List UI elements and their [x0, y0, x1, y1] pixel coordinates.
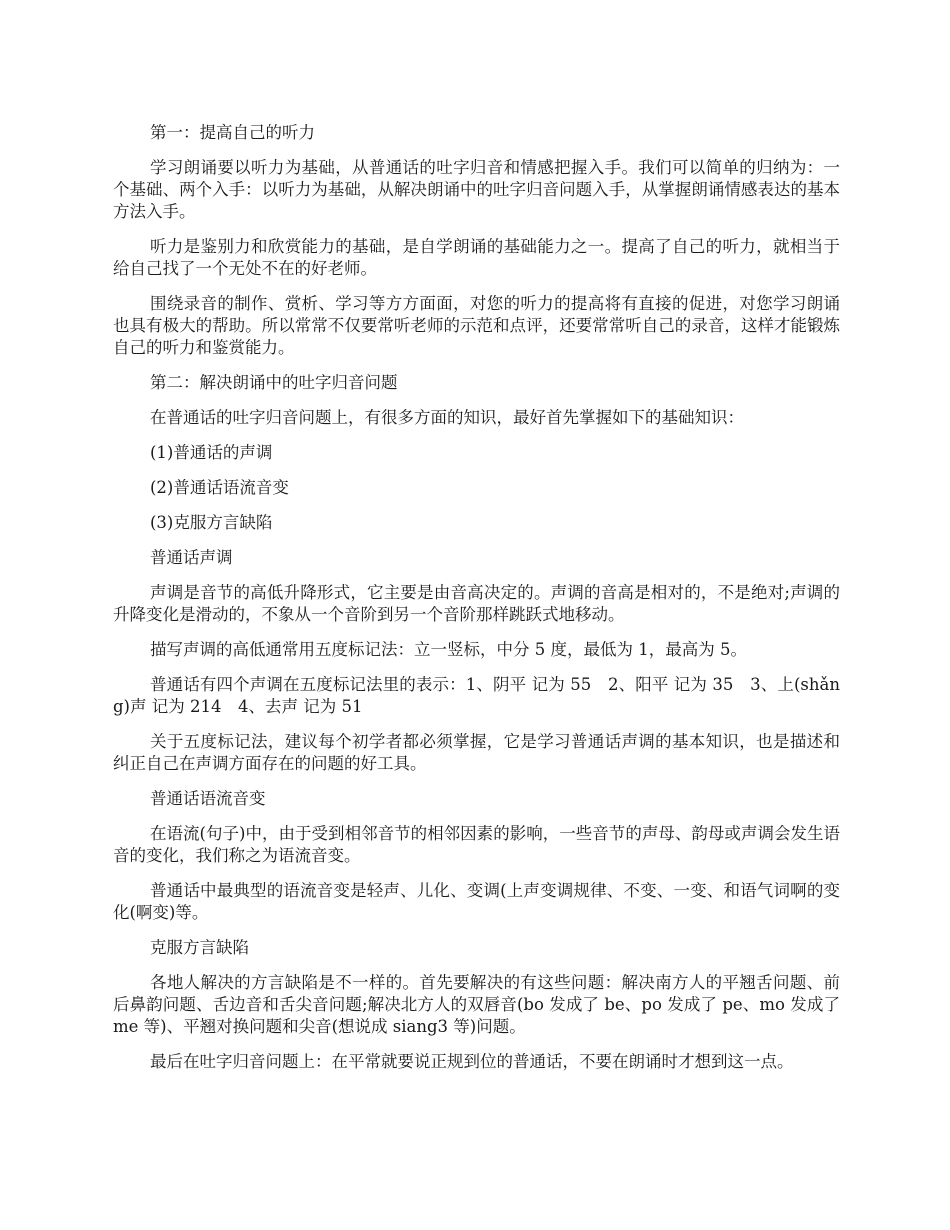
- paragraph: 在普通话的吐字归音问题上，有很多方面的知识，最好首先掌握如下的基础知识：: [150, 408, 744, 427]
- paragraph: 普通话有四个声调在五度标记法里的表示：1、阴平 记为 55 2、阳平 记为 35 3、上(shǎng)声 记为 214 4、去声 记为 51: [113, 675, 840, 716]
- paragraph: 最后在吐字归音问题上：在平常就要说正规到位的普通话，不要在朗诵时才想到这一点。: [150, 1052, 794, 1071]
- list-item: (2)普通话语流音变: [150, 478, 289, 497]
- list-item: (3)克服方言缺陷: [150, 513, 273, 532]
- paragraph: 各地人解决的方言缺陷是不一样的。首先要解决的有这些问题：解决南方人的平翘舌问题、前后鼻韵问题、舌边音和舌尖音问题;解决北方人的双唇音(bo 发成了 be、po 发成了 pe、mo 发成了 me 等)、平翘对换问题和尖音(想说成 siang3 等)问题。: [113, 973, 840, 1036]
- paragraph: 学习朗诵要以听力为基础，从普通话的吐字归音和情感把握入手。我们可以简单的归纳为：一个基础、两个入手：以听力为基础，从解决朗诵中的吐字归音问题入手，从掌握朗诵情感表达的基本方法入手。: [113, 158, 840, 221]
- section-heading: 第一：提高自己的听力: [150, 123, 315, 142]
- paragraph: 听力是鉴别力和欣赏能力的基础，是自学朗诵的基础能力之一。提高了自己的听力，就相当于给自己找了一个无处不在的好老师。: [113, 237, 840, 278]
- subsection-heading: 克服方言缺陷: [150, 938, 249, 957]
- document-body: [113, 122, 840, 1086]
- paragraph: 描写声调的高低通常用五度标记法：立一竖标，中分 5 度，最低为 1，最高为 5。: [150, 640, 747, 659]
- section-heading: 第二：解决朗诵中的吐字归音问题: [150, 373, 398, 392]
- paragraph: 围绕录音的制作、赏析、学习等方方面面，对您的听力的提高将有直接的促进，对您学习朗诵也具有极大的帮助。所以常常不仅要常听老师的示范和点评，还要常常听自己的录音，这样才能锻炼自己的听力和鉴赏能力。: [113, 294, 840, 357]
- paragraph: 普通话中最典型的语流音变是轻声、儿化、变调(上声变调规律、不变、一变、和语气词啊的变化(啊变)等。: [113, 881, 840, 922]
- list-item: (1)普通话的声调: [150, 443, 273, 462]
- paragraph: 声调是音节的高低升降形式，它主要是由音高决定的。声调的音高是相对的，不是绝对;声调的升降变化是滑动的，不象从一个音阶到另一个音阶那样跳跃式地移动。: [113, 583, 840, 624]
- paragraph: 在语流(句子)中，由于受到相邻音节的相邻因素的影响，一些音节的声母、韵母或声调会发生语音的变化，我们称之为语流音变。: [113, 824, 840, 865]
- subsection-heading: 普通话声调: [150, 548, 233, 567]
- subsection-heading: 普通话语流音变: [150, 789, 266, 808]
- paragraph: 关于五度标记法，建议每个初学者都必须掌握，它是学习普通话声调的基本知识，也是描述和纠正自己在声调方面存在的问题的好工具。: [113, 732, 840, 773]
